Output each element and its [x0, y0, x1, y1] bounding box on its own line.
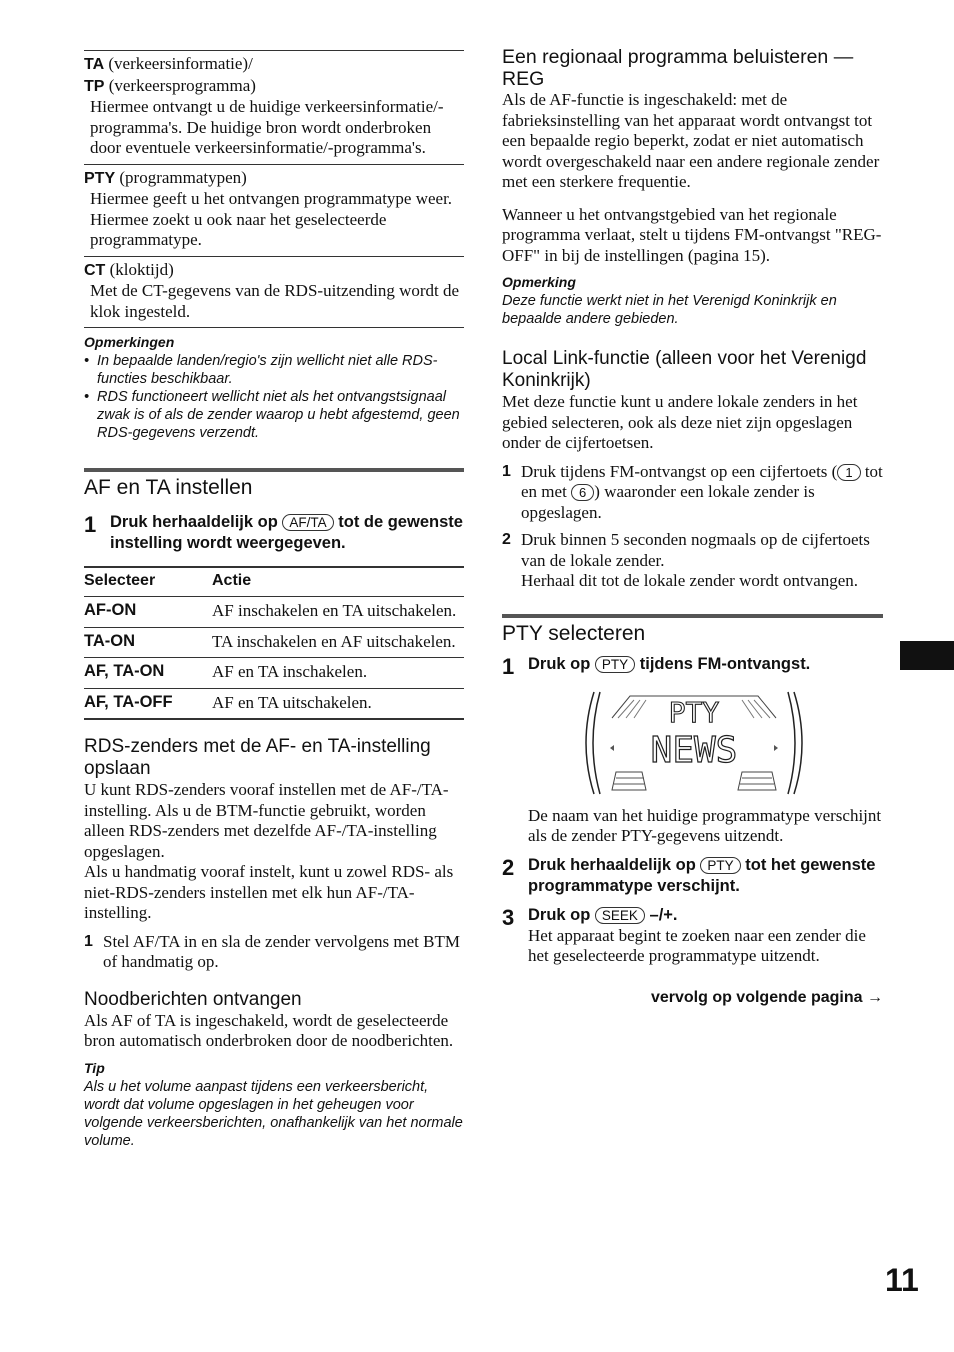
- lcd-line-2: NEWS: [650, 729, 738, 771]
- paragraph: Als u handmatig vooraf instelt, kunt u zowel RDS- als niet-RDS-zenders instellen met elk hun AF-/TA-instelling.: [84, 862, 454, 922]
- step-description: De naam van het huidige programmatype verschijnt als de zender PTY-gegevens uitzendt.: [528, 805, 882, 845]
- table-cell-value: AF en TA uitschakelen.: [212, 688, 464, 719]
- step-text: Stel AF/TA in en sla de zender vervolgens met BTM of handmatig op.: [103, 931, 460, 971]
- tip-text: Als u het volume aanpast tijdens een verkeersbericht, wordt dat volume opgeslagen in het geheugen voor volgende verkeersberichten, onafhankelijk van het normale volume.: [84, 1078, 463, 1149]
- definition-ta-desc: Hiermee ontvangt u de huidige verkeersinformatie/-programma's. De huidige bron wordt onderbroken door eventuele verkeersinformatie/-programma's.: [90, 97, 444, 157]
- step-instruction: Druk op PTY tijdens FM-ontvangst.: [528, 654, 811, 673]
- table-header: Actie: [212, 567, 464, 597]
- step-number: 2: [502, 854, 515, 880]
- lcd-line-1: PTY: [668, 695, 720, 729]
- note-title: Opmerking: [502, 274, 576, 290]
- step-number: 3: [502, 904, 515, 930]
- term-ta-paren: (verkeersinformatie)/: [104, 54, 253, 73]
- step-1: [502, 462, 883, 524]
- pty-button-icon: PTY: [595, 656, 635, 673]
- tip-title: Tip: [84, 1059, 105, 1076]
- subsection-heading: Een regionaal programma beluisteren — REG: [502, 46, 854, 90]
- note-text: In bepaalde landen/regio's zijn wellicht niet alle RDS-functies beschikbaar.: [97, 353, 438, 387]
- paragraph: Als AF of TA is ingeschakeld, wordt de geselecteerde bron automatisch onderbroken door de noodberichten.: [84, 1010, 454, 1050]
- lcd-display-icon: [582, 688, 806, 798]
- step-3: [502, 905, 883, 967]
- step-2: [502, 530, 883, 592]
- term-pty-paren: (programmatypen): [115, 167, 247, 187]
- step-1: [84, 932, 464, 973]
- section-af-ta: [84, 468, 464, 720]
- paragraph: Met deze functie kunt u andere lokale zenders in het gebied selecteren, ook als deze niet zijn opgeslagen onder de cijfertoetsen.: [502, 392, 858, 452]
- term-ct: CT: [84, 261, 106, 279]
- term-ta: TA: [84, 56, 105, 73]
- step-number: 1: [502, 653, 515, 679]
- paragraph: Wanneer u het ontvangstgebied van het regionale programma verlaat, stelt u tijdens FM-ontvangst "REG-OFF" in bij de instellingen (pagina 15).: [502, 204, 882, 265]
- step-1: [84, 512, 464, 554]
- note-text: Deze functie werkt niet in het Verenigd Koninkrijk en bepaalde andere gebieden.: [502, 293, 837, 327]
- number-6-button-icon: 6: [571, 484, 594, 501]
- paragraph: U kunt RDS-zenders vooraf instellen met de AF-/TA-instelling. Als u de BTM-functie gebruikt, worden alleen RDS-zenders met dezelfde AF-/TA-instelling opgeslagen.: [84, 780, 449, 861]
- af-ta-button-icon: AF/TA: [282, 514, 333, 531]
- paragraph: Als de AF-functie is ingeschakeld: met de fabrieksinstelling van het apparaat wordt ontvangst tot een bepaalde regio beperkt, zodat er niet automatisch wordt overgeschakeld naar een andere regionale zender met een sterkere frequentie.: [502, 90, 880, 191]
- definition-pty-desc: Hiermee geeft u het ontvangen programmatype weer. Hiermee zoekt u ook naar het geselecteerde programmatype.: [90, 189, 453, 249]
- table-cell-value: TA inschakelen en AF uitschakelen.: [212, 627, 464, 658]
- definition-ta-tp: [84, 50, 464, 164]
- lcd-display-illustration: [582, 688, 806, 798]
- section-emergency: [84, 989, 464, 1150]
- step-2: [502, 855, 883, 897]
- table-row: [84, 627, 464, 658]
- definition-ct: [84, 256, 464, 329]
- continue-next-page: vervolg op volgende pagina →: [650, 988, 883, 1006]
- step-number: 1: [84, 932, 93, 950]
- right-column: [502, 46, 883, 1007]
- pty-button-icon: PTY: [700, 857, 740, 874]
- step-instruction: Druk herhaaldelijk op PTY tot het gewenste programmatype verschijnt.: [528, 855, 876, 895]
- left-column: [84, 50, 464, 1150]
- notes-title: Opmerkingen: [84, 334, 175, 350]
- term-pty: PTY: [84, 169, 116, 187]
- step-text: Druk binnen 5 seconden nogmaals op de cijfertoets van de lokale zender. Herhaal dit tot de lokale zender wordt ontvangen.: [521, 530, 870, 590]
- step-body: [528, 905, 883, 967]
- section-pty: [502, 614, 883, 1007]
- note-text: RDS functioneert wellicht niet als het ontvangstsignaal zwak is of als de zender waarop u hebt afgestemd, geen RDS-gegevens verzendt.: [97, 389, 460, 441]
- step-instruction: Druk op SEEK –/+.: [528, 905, 678, 924]
- step-1: [502, 654, 883, 680]
- notes-block: [84, 334, 464, 442]
- definition-ct-desc: Met de CT-gegevens van de RDS-uitzending wordt de klok ingesteld.: [90, 281, 460, 321]
- table-cell-key: AF-ON: [84, 597, 212, 628]
- note-item: [84, 388, 464, 442]
- step-number: 2: [502, 531, 511, 548]
- table-header: Selecteer: [84, 567, 212, 597]
- table-cell-value: AF inschakelen en TA uitschakelen.: [212, 597, 464, 628]
- table-cell-key: AF, TA-OFF: [84, 688, 212, 719]
- page-number: 11: [885, 1262, 919, 1298]
- table-row: [84, 658, 464, 689]
- section-tab-marker: [900, 641, 954, 670]
- step-description: Het apparaat begint te zoeken naar een zender die het geselecteerde programmatype uitzendt.: [528, 925, 866, 965]
- section-heading: PTY selecteren: [502, 614, 883, 646]
- bullet-icon: •: [84, 389, 90, 405]
- subsection-heading: Noodberichten ontvangen: [84, 988, 302, 1010]
- term-ct-paren: (kloktijd): [105, 259, 174, 279]
- section-reg: [502, 46, 883, 328]
- note-item: [84, 352, 464, 388]
- seek-button-icon: SEEK: [595, 907, 645, 924]
- section-rds-store: [84, 736, 464, 973]
- table-row: [84, 597, 464, 628]
- subsection-heading: RDS-zenders met de AF- en TA-instelling opslaan: [84, 736, 431, 779]
- step-text: Druk tijdens FM-ontvangst op een cijfertoets ( 1 tot en met 6 ) waaronder een lokale zender is opgeslagen.: [521, 461, 883, 522]
- definition-pty: [84, 164, 464, 256]
- step-number: 1: [502, 462, 511, 480]
- term-tp-paren: (verkeersprogramma): [104, 75, 256, 95]
- table-cell-key: TA-ON: [84, 627, 212, 658]
- table-cell-value: AF en TA inschakelen.: [212, 658, 464, 689]
- term-tp: TP: [84, 77, 105, 95]
- selection-table: [84, 566, 464, 720]
- step-instruction: Druk herhaaldelijk op AF/TA tot de gewenste instelling wordt weergegeven.: [110, 513, 463, 552]
- number-1-button-icon: 1: [837, 464, 860, 481]
- section-heading: AF en TA instellen: [84, 468, 464, 500]
- subsection-heading: Local Link-functie (alleen voor het Verenigd Koninkrijk): [502, 348, 867, 391]
- bullet-icon: •: [84, 353, 90, 369]
- table-cell-key: AF, TA-ON: [84, 658, 212, 689]
- table-row: [84, 688, 464, 719]
- section-local-link: [502, 348, 883, 592]
- step-number: 1: [84, 512, 97, 537]
